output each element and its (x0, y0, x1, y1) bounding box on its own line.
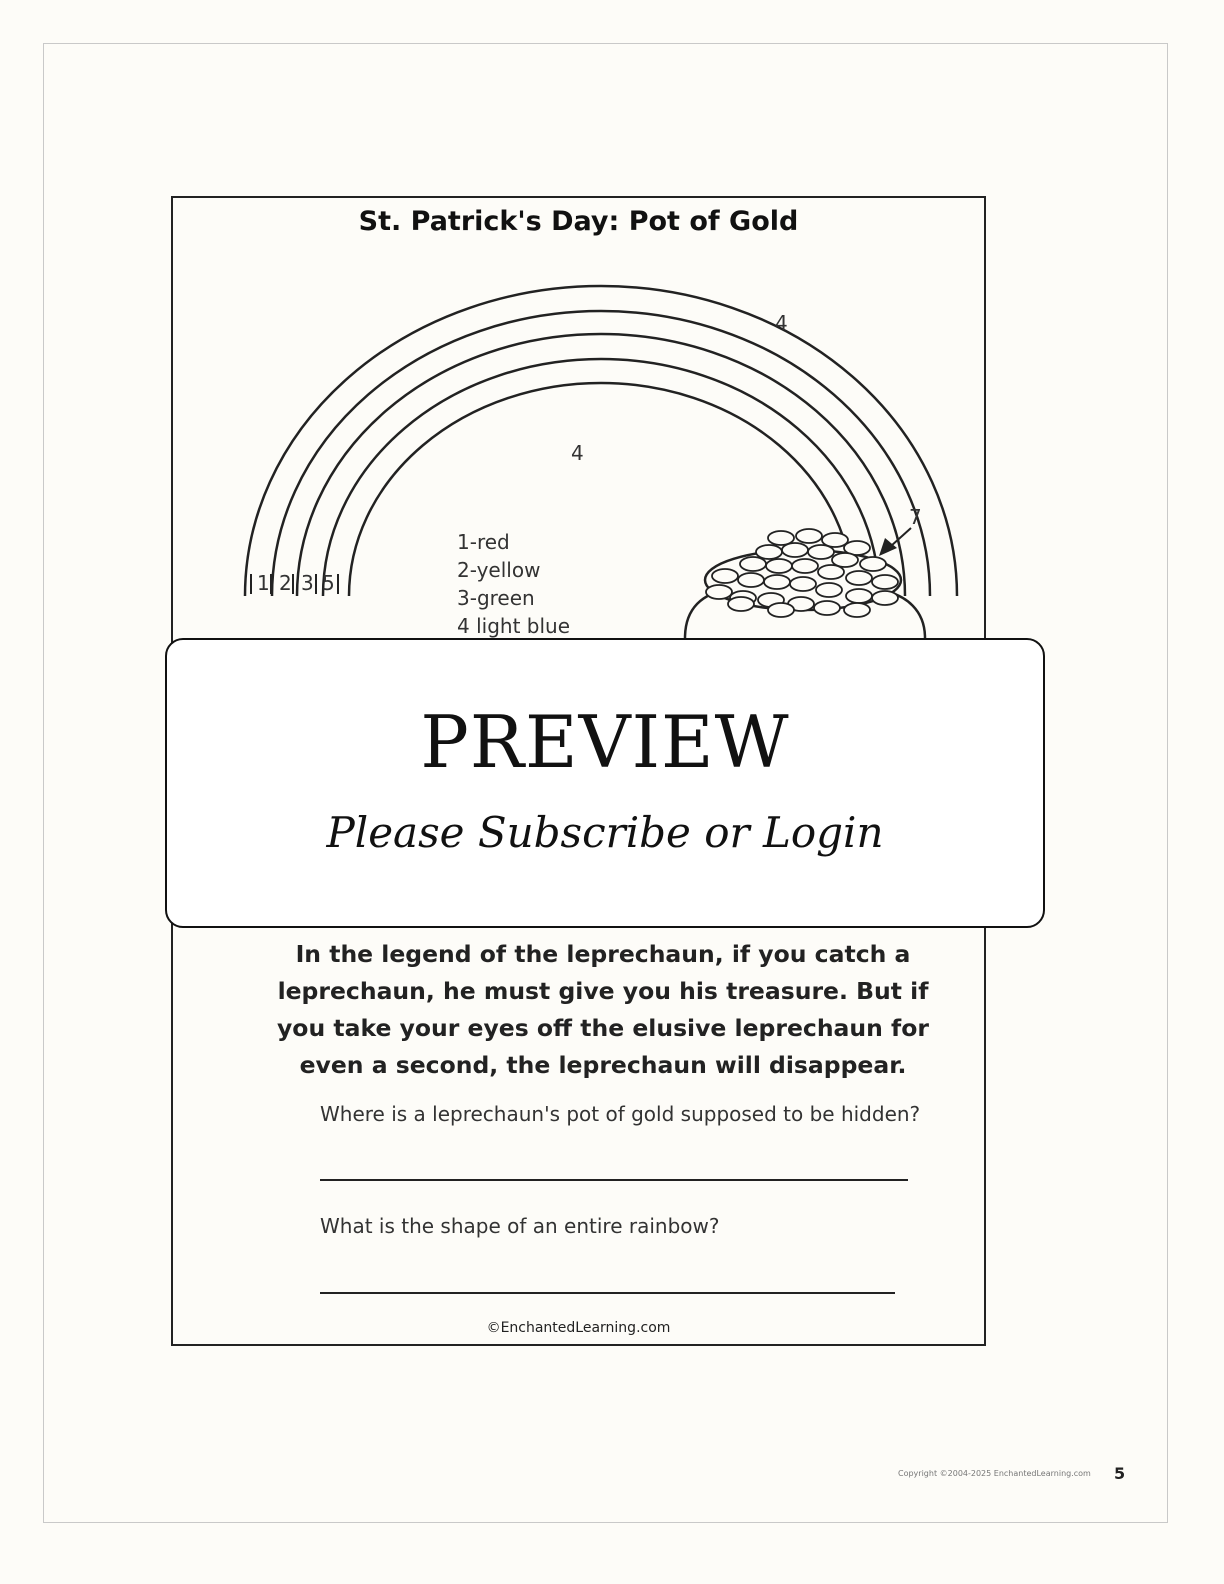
band-label-5: 5 (322, 571, 335, 595)
legend-paragraph: In the legend of the leprechaun, if you catch a leprechaun, he must give you his treasure. But if you take your eyes off the elusive leprechaun for even a second, the leprechaun will disappear. (276, 940, 930, 1079)
page-number: 5 (1114, 1464, 1126, 1483)
band-label-1: 1 (257, 571, 270, 595)
subscribe-login-link[interactable]: Please Subscribe or Login (326, 808, 884, 857)
legend-item: 1-red (457, 530, 510, 554)
legend-item: 4 light blue (457, 614, 570, 638)
label-4-outer: 4 (775, 311, 788, 335)
legend-item: 2-yellow (457, 558, 541, 582)
label-4-inner: 4 (571, 441, 584, 465)
page-copyright: Copyright ©2004-2025 EnchantedLearning.com (898, 1469, 1091, 1478)
worksheet-copyright: ©EnchantedLearning.com (486, 1320, 671, 1336)
answer-line-2 (320, 1292, 895, 1294)
worksheet-title: St. Patrick's Day: Pot of Gold (358, 206, 799, 237)
legend-item: 3-green (457, 586, 535, 610)
color-legend (457, 528, 570, 640)
label-7: 7 (909, 505, 922, 529)
rainbow-pot-illustration (173, 198, 984, 658)
answer-line-1 (320, 1179, 908, 1181)
question-2: What is the shape of an entire rainbow? (320, 1214, 720, 1238)
preview-title: PREVIEW (420, 700, 790, 784)
question-1: Where is a leprechaun's pot of gold supposed to be hidden? (320, 1102, 921, 1126)
preview-overlay[interactable] (165, 638, 1045, 928)
band-label-2: 2 (279, 571, 292, 595)
band-label-3: 3 (301, 571, 314, 595)
